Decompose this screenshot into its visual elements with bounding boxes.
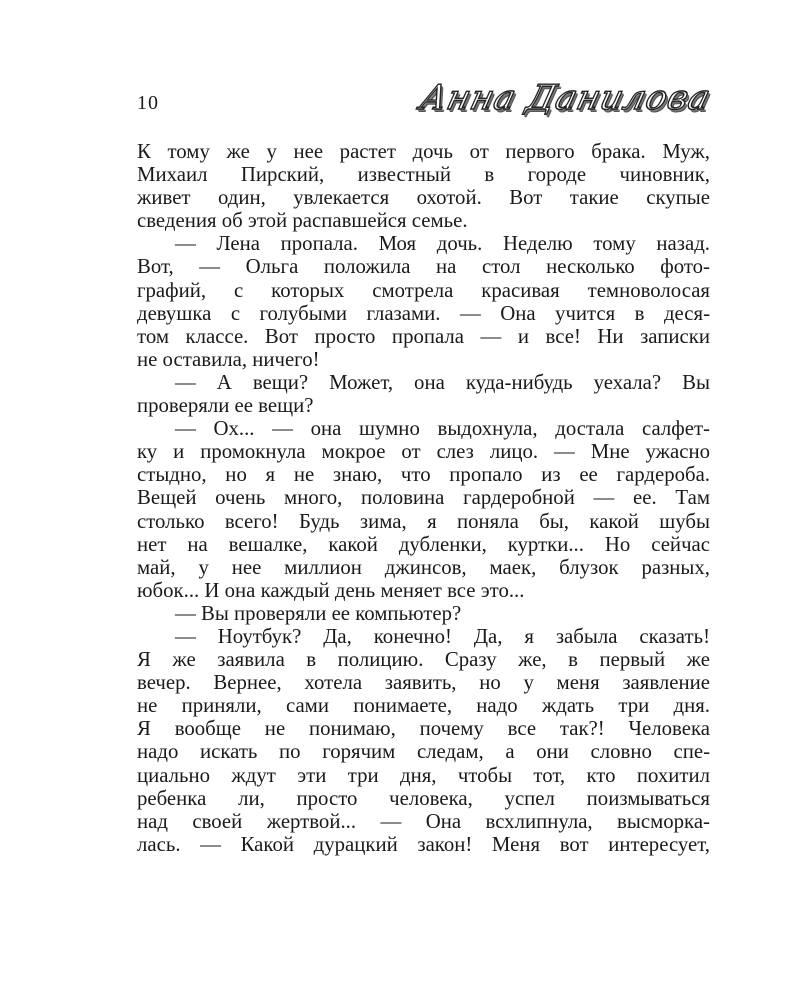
text-line: графий, с которых смотрела красивая темноволосая bbox=[137, 278, 710, 302]
text-line: ку и промокнула мокрое от слез лицо. — Мне ужасно bbox=[137, 440, 710, 464]
text-line: май, у нее миллион джинсов, маек, блузок разных, bbox=[137, 555, 710, 579]
author-name-header: Анна Данилова bbox=[415, 78, 715, 118]
text-line: не оставила, ничего! bbox=[137, 347, 320, 371]
text-line: том классе. Вот просто пропала — и все! Ни записки bbox=[137, 324, 710, 348]
text-line: юбок... И она каждый день меняет все это... bbox=[137, 578, 525, 602]
text-line: столько всего! Будь зима, я поняла бы, какой шубы bbox=[137, 509, 710, 533]
text-line: сведения об этой распавшейся семье. bbox=[137, 209, 468, 233]
text-line: — Вы проверяли ее компьютер? bbox=[175, 601, 462, 625]
text-line: стыдно, но я не знаю, что пропало из ее гардероба. bbox=[137, 463, 710, 487]
body-text bbox=[137, 140, 710, 856]
text-line: лась. — Какой дурацкий закон! Меня вот интересует, bbox=[137, 832, 710, 856]
text-line: Вот, — Ольга положила на стол несколько фото- bbox=[137, 255, 710, 279]
text-line: — Ох... — она шумно выдохнула, достала салфет- bbox=[175, 417, 710, 441]
text-line: К тому же у нее растет дочь от первого брака. Муж, bbox=[137, 140, 710, 163]
text-line: Я же заявила в полицию. Сразу же, в первый же bbox=[137, 648, 710, 672]
text-line: проверяли ее вещи? bbox=[137, 394, 314, 418]
text-line: — Лена пропала. Моя дочь. Неделю тому назад. bbox=[175, 232, 710, 256]
text-line: нет на вешалке, какой дубленки, куртки... Но сейчас bbox=[137, 532, 710, 556]
text-line: ребенка ли, просто человека, успел поизмываться bbox=[137, 786, 710, 810]
page-number: 10 bbox=[137, 92, 159, 114]
text-line: надо искать по горячим следам, а они словно спе- bbox=[137, 740, 710, 764]
text-line: Вещей очень много, половина гардеробной — ее. Там bbox=[137, 486, 710, 510]
text-line: над своей жертвой... — Она всхлипнула, высморка- bbox=[137, 809, 710, 833]
text-line: девушка с голубыми глазами. — Она учится в деся- bbox=[137, 301, 710, 325]
text-line: Я вообще не понимаю, почему все так?! Человека bbox=[137, 717, 710, 741]
text-line: Михаил Пирский, известный в городе чиновник, bbox=[137, 163, 710, 187]
text-line: — А вещи? Может, она куда-нибудь уехала? Вы bbox=[175, 370, 710, 394]
text-line: циально ждут эти три дня, чтобы тот, кто похитил bbox=[137, 763, 710, 787]
text-line: живет один, увлекается охотой. Вот такие скупые bbox=[137, 186, 710, 210]
text-line: не приняли, сами понимаете, надо ждать три дня. bbox=[137, 694, 710, 718]
text-line: — Ноутбук? Да, конечно! Да, я забыла сказать! bbox=[175, 624, 710, 648]
page-header bbox=[137, 78, 715, 128]
text-line: вечер. Вернее, хотела заявить, но у меня заявление bbox=[137, 671, 710, 695]
